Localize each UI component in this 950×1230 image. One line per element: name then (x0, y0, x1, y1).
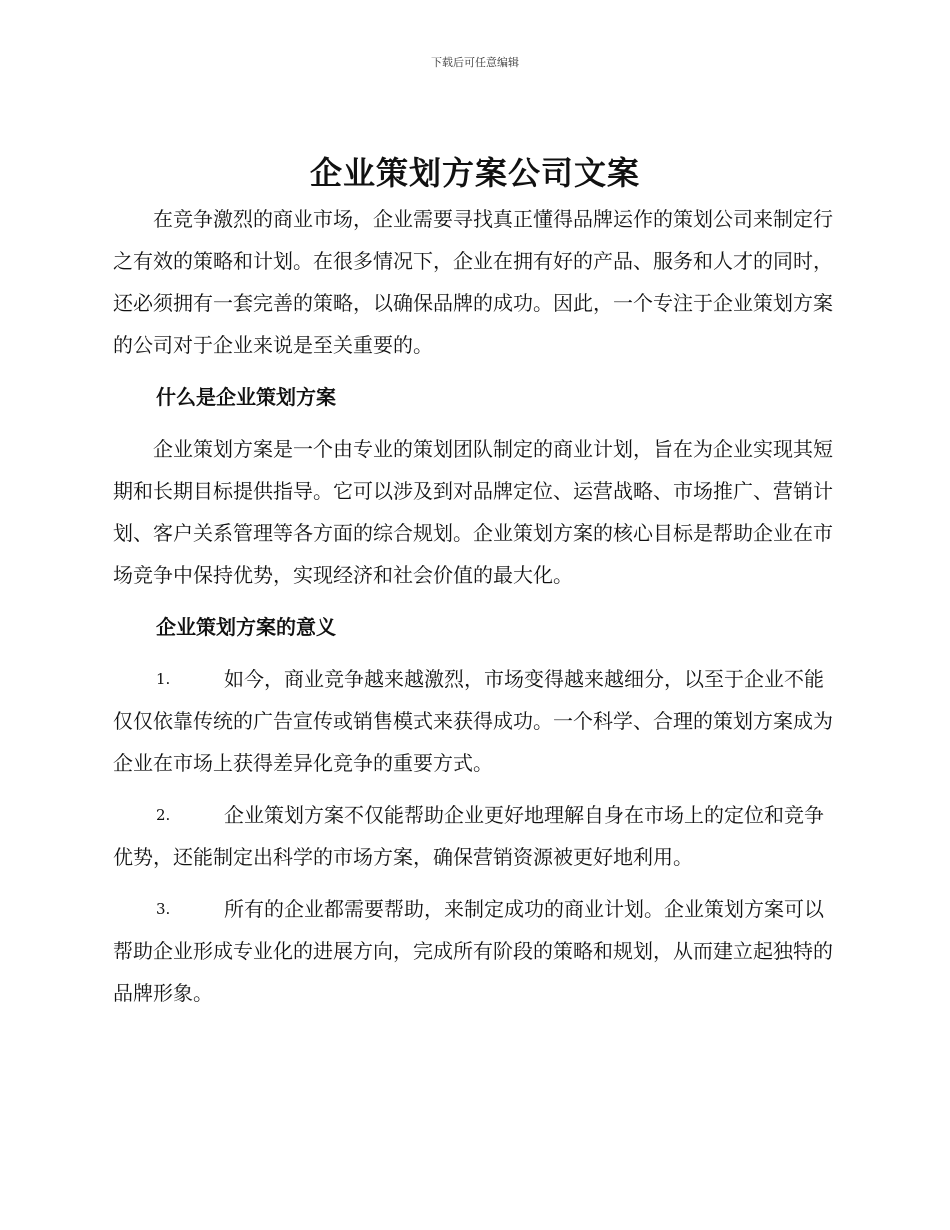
section-heading-what-is: 什么是企业策划方案 (156, 385, 336, 409)
intro-paragraph: 在竞争激烈的商业市场，企业需要寻找真正懂得品牌运作的策划公司来制定行之有效的策略和计划。在很多情况下，企业在拥有好的产品、服务和人才的同时，还必须拥有一套完善的策略，以确保品牌的成功。因此，一个专注于企业策划方案的公司对于企业来说是至关重要的。 (113, 207, 833, 357)
list-item-text: 企业策划方案不仅能帮助企业更好地理解自身在市场上的定位和竞争优势，还能制定出科学的市场方案，确保营销资源被更好地利用。 (113, 803, 824, 869)
page-header-note: 下载后可任意编辑 (431, 56, 519, 69)
list-item (113, 794, 833, 878)
list-item-text: 所有的企业都需要帮助，来制定成功的商业计划。企业策划方案可以帮助企业形成专业化的进展方向，完成所有阶段的策略和规划，从而建立起独特的品牌形象。 (113, 897, 833, 1005)
section-heading-significance: 企业策划方案的意义 (156, 615, 336, 639)
section-paragraph-what-is: 企业策划方案是一个由专业的策划团队制定的商业计划，旨在为企业实现其短期和长期目标提供指导。它可以涉及到对品牌定位、运营战略、市场推广、营销计划、客户关系管理等各方面的综合规划。企业策划方案的核心目标是帮助企业在市场竞争中保持优势，实现经济和社会价值的最大化。 (113, 437, 833, 587)
document-body (113, 198, 833, 1024)
list-item-number: 1. (156, 670, 171, 688)
list-item-number: 3. (156, 900, 171, 918)
list-item-text: 如今，商业竞争越来越激烈，市场变得越来越细分，以至于企业不能仅仅依靠传统的广告宣传或销售模式来获得成功。一个科学、合理的策划方案成为企业在市场上获得差异化竞争的重要方式。 (113, 667, 833, 775)
list-item-number: 2. (156, 806, 171, 824)
list-item (113, 658, 833, 784)
document-title: 企业策划方案公司文案 (309, 154, 640, 192)
list-item (113, 888, 833, 1014)
